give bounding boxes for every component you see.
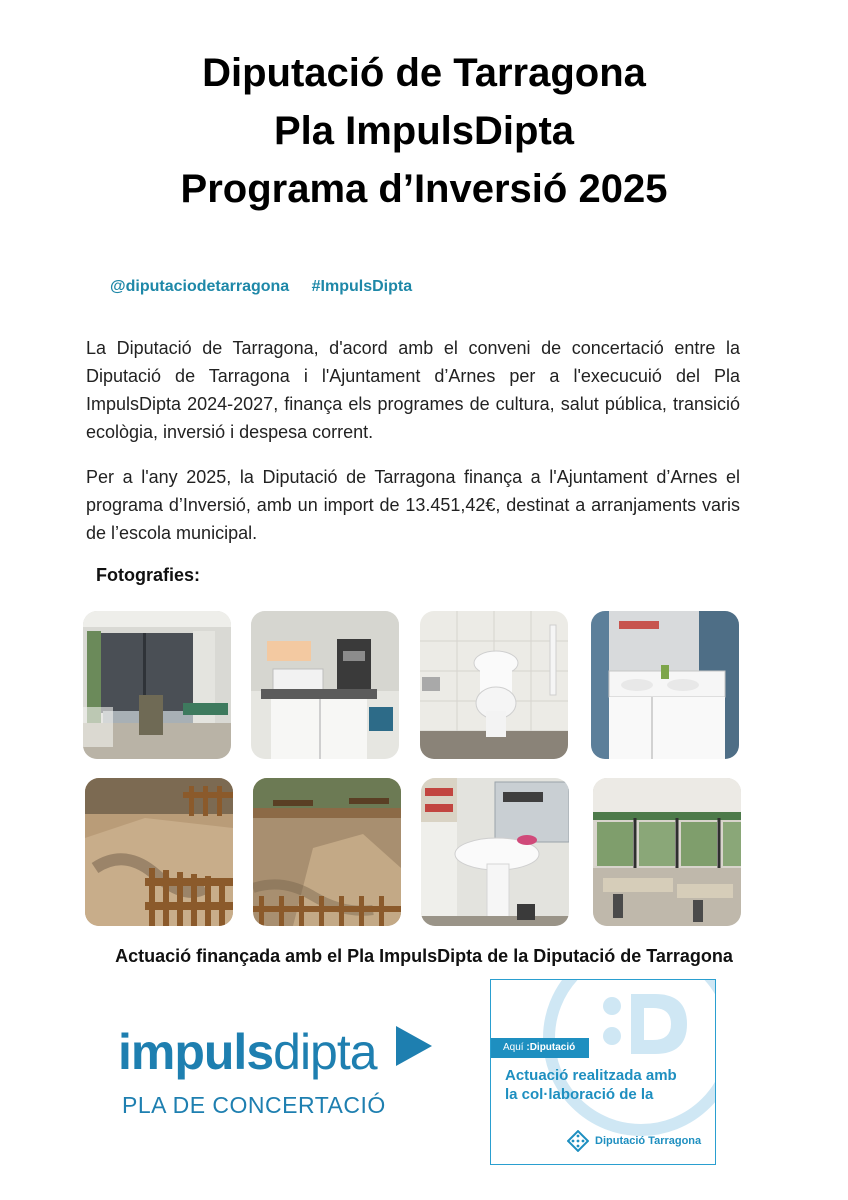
photo-pedestal-sink: [421, 778, 569, 926]
aqui-prefix: Aquí: [503, 1042, 527, 1053]
photo-sink-counter: [251, 611, 399, 759]
paragraph-funding: Per a l'any 2025, la Diputació de Tarragona finança a l'Ajuntament d’Arnes el programa d’Inversió, amb un import de 13.451,42€, destinat a arranjaments varis de l’escola municipal.: [86, 467, 740, 543]
arrow-icon: [396, 1026, 432, 1066]
aqui-brand: :Diputació: [526, 1042, 576, 1053]
dipta-light-text: dipta: [273, 1024, 377, 1080]
diamond-grid-icon: [567, 1130, 589, 1152]
impuls-bold-text: impuls: [118, 1024, 274, 1080]
photo-classroom-tables: [593, 778, 741, 926]
photos-label: Fotografies:: [96, 565, 201, 585]
collaboration-text: [505, 1066, 677, 1104]
social-tags: [110, 278, 412, 296]
photo-toilet: [420, 611, 568, 759]
photo-playground: [253, 778, 401, 926]
impulsdipta-wordmark: [118, 1022, 377, 1082]
impulsdipta-logo: [118, 1022, 448, 1122]
diputacio-collaboration-badge: [490, 979, 716, 1165]
document-title: [0, 44, 848, 218]
diputacio-tarragona-logo: [567, 1130, 702, 1154]
title-line-2: Pla ImpulsDipta: [273, 109, 575, 153]
title-line-3: Programa d’Inversió 2025: [180, 167, 668, 211]
aqui-diputacio-label: [491, 1038, 589, 1058]
photo-double-sink: [591, 611, 739, 759]
social-hashtag[interactable]: #ImpulsDipta: [311, 278, 413, 295]
photo-wooden-fence: [85, 778, 233, 926]
funding-statement: Actuació finançada amb el Pla ImpulsDipta de la Diputació de Tarragona: [115, 946, 733, 966]
pla-concertacio-text: PLA DE CONCERTACIÓ: [122, 1092, 386, 1118]
title-line-1: Diputació de Tarragona: [202, 51, 646, 95]
social-handle[interactable]: @diputaciodetarragona: [110, 278, 290, 295]
collab-line-2: la col·laboració de la: [505, 1086, 654, 1103]
paragraph-agreement: La Diputació de Tarragona, d'acord amb el conveni de concertació entre la Diputació de Tarragona i l'Ajuntament d’Arnes per a l'execucuió del Pla ImpulsDipta 2024-2027, finança els programes de cultura, salut pública, transició ecològia, inversió i despesa corrent.: [86, 338, 740, 442]
diputacio-tarragona-name: Diputació Tarragona: [595, 1135, 702, 1147]
photo-classroom-window: [83, 611, 231, 759]
collab-line-1: Actuació realitzada amb: [505, 1067, 677, 1084]
